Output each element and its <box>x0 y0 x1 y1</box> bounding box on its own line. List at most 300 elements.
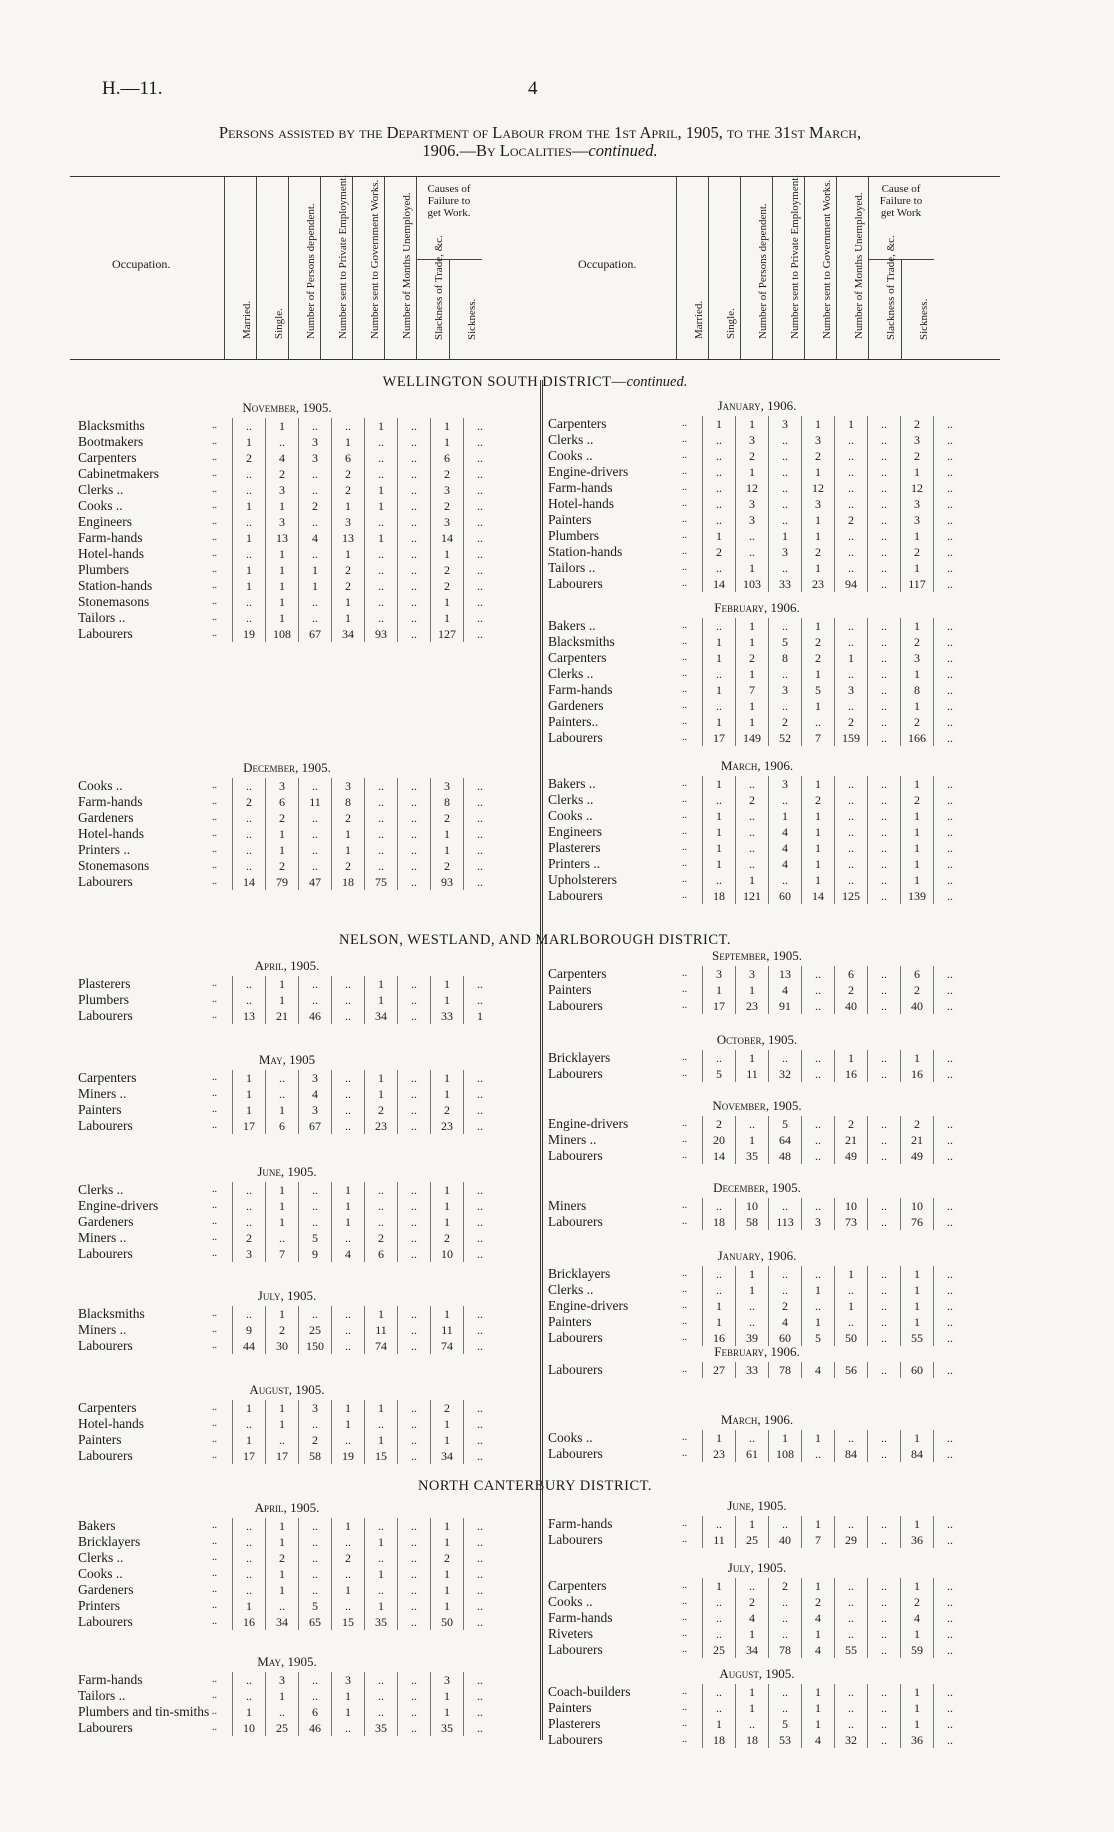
value-cell: .. <box>463 466 496 482</box>
occupation-cell: Labourers <box>548 888 603 903</box>
table-row <box>78 1400 496 1416</box>
leader-dots: .. <box>682 684 687 695</box>
value-cell: 6 <box>265 794 298 810</box>
occupation-cell: Labourers <box>548 1214 603 1229</box>
value-cell: 2 <box>430 498 463 514</box>
value-cell: .. <box>735 808 768 824</box>
leader-dots: .. <box>212 780 217 791</box>
value-cell: 2 <box>331 810 364 826</box>
value-cell: .. <box>933 576 966 592</box>
leader-dots: .. <box>212 994 217 1005</box>
value-cell: .. <box>834 1594 867 1610</box>
value-cell: 1 <box>265 1582 298 1598</box>
value-cell: .. <box>298 1566 331 1582</box>
value-cell: .. <box>933 1446 966 1462</box>
leader-dots: .. <box>212 420 217 431</box>
table-row <box>548 512 966 528</box>
value-cell: .. <box>768 464 801 480</box>
leader-dots: .. <box>682 1068 687 1079</box>
value-cell: .. <box>867 1282 900 1298</box>
occupation-cell: Blacksmiths <box>78 1306 145 1321</box>
value-cell: 10 <box>232 1720 265 1736</box>
occupation-cell: Bakers .. <box>548 618 596 633</box>
value-cell: .. <box>397 594 430 610</box>
value-cell: 3 <box>265 778 298 794</box>
value-cell: 2 <box>232 450 265 466</box>
leader-dots: .. <box>212 1450 217 1461</box>
occupation-cell: Labourers <box>548 1066 603 1081</box>
value-cell: .. <box>834 1700 867 1716</box>
column-occupation: Occupation. <box>112 257 171 271</box>
value-cell: 125 <box>834 888 867 904</box>
value-cell: .. <box>298 1518 331 1534</box>
occupation-cell: Clerks .. <box>548 432 594 447</box>
value-cell: .. <box>298 1182 331 1198</box>
value-cell: .. <box>933 1198 966 1214</box>
value-cell: 2 <box>900 1594 933 1610</box>
occupation-cell: Plumbers and tin-smiths <box>78 1704 210 1719</box>
value-cell: .. <box>232 418 265 434</box>
value-cell: .. <box>867 1578 900 1594</box>
value-cell: 150 <box>298 1338 331 1354</box>
value-cell: 5 <box>768 1716 801 1732</box>
value-cell: 1 <box>265 992 298 1008</box>
table-row <box>548 496 966 512</box>
value-cell: 3 <box>735 512 768 528</box>
value-cell: .. <box>232 976 265 992</box>
value-cell: .. <box>867 1362 900 1378</box>
table-row <box>548 682 966 698</box>
table-row <box>548 808 966 824</box>
value-cell: .. <box>397 450 430 466</box>
value-cell: 14 <box>232 874 265 890</box>
value-cell: .. <box>867 792 900 808</box>
value-cell: .. <box>867 1610 900 1626</box>
value-cell: .. <box>463 1614 496 1630</box>
table-row <box>78 1688 496 1704</box>
value-cell: 1 <box>232 1704 265 1720</box>
table-row <box>78 1198 496 1214</box>
value-cell: 6 <box>331 450 364 466</box>
value-cell: .. <box>867 448 900 464</box>
month-heading: April, 1905. <box>254 1500 320 1515</box>
table-row <box>78 482 496 498</box>
leader-dots: .. <box>682 1134 687 1145</box>
value-cell: .. <box>364 434 397 450</box>
value-cell: 50 <box>430 1614 463 1630</box>
value-cell: .. <box>364 450 397 466</box>
value-cell: 58 <box>735 1214 768 1230</box>
value-cell: .. <box>867 1050 900 1066</box>
value-cell: 1 <box>430 1182 463 1198</box>
leader-dots: .. <box>212 1418 217 1429</box>
value-cell: 2 <box>735 792 768 808</box>
value-cell: 1 <box>702 682 735 698</box>
value-cell: 1 <box>702 824 735 840</box>
value-cell: .. <box>834 792 867 808</box>
value-cell: .. <box>933 1314 966 1330</box>
left-month-block <box>78 1288 496 1354</box>
leader-dots: .. <box>682 890 687 901</box>
value-cell: .. <box>232 594 265 610</box>
occupation-cell: Painters <box>548 1314 592 1329</box>
value-cell: 2 <box>768 714 801 730</box>
table-row <box>548 1516 966 1532</box>
value-cell: 23 <box>735 998 768 1014</box>
value-cell: 166 <box>900 730 933 746</box>
occupation-cell: Labourers <box>78 1614 133 1629</box>
value-cell: .. <box>933 448 966 464</box>
value-cell: 1 <box>265 1102 298 1118</box>
value-cell: 1 <box>364 530 397 546</box>
value-cell: .. <box>735 856 768 872</box>
value-cell: .. <box>364 1416 397 1432</box>
value-cell: 1 <box>265 546 298 562</box>
value-cell: 1 <box>768 1430 801 1446</box>
value-cell: .. <box>867 1066 900 1082</box>
value-cell: .. <box>801 1198 834 1214</box>
value-cell: .. <box>364 466 397 482</box>
value-cell: .. <box>834 776 867 792</box>
value-cell: .. <box>265 1432 298 1448</box>
value-cell: 15 <box>364 1448 397 1464</box>
value-cell: 3 <box>265 482 298 498</box>
value-cell: .. <box>298 1416 331 1432</box>
month-heading: March, 1906. <box>720 1412 794 1427</box>
value-cell: .. <box>933 1610 966 1626</box>
leader-dots: .. <box>682 546 687 557</box>
column-sickness <box>449 259 482 360</box>
leader-dots: .. <box>682 562 687 573</box>
leader-dots: .. <box>682 1596 687 1607</box>
occupation-cell: Cabinetmakers <box>78 466 159 481</box>
value-cell: 1 <box>364 418 397 434</box>
value-cell: .. <box>768 1198 801 1214</box>
table-row <box>78 874 496 890</box>
occupation-cell: Bakers <box>78 1518 116 1533</box>
value-cell: 1 <box>430 434 463 450</box>
leader-dots: .. <box>212 1706 217 1717</box>
leader-dots: .. <box>212 1248 217 1259</box>
value-cell: .. <box>702 496 735 512</box>
document-code: H.—11. <box>102 78 163 99</box>
value-cell: .. <box>867 1330 900 1346</box>
table-row <box>548 1116 966 1132</box>
value-cell: 47 <box>298 874 331 890</box>
occupation-cell: Labourers <box>78 1246 133 1261</box>
table-row <box>548 1132 966 1148</box>
table-row <box>78 794 496 810</box>
value-cell: 1 <box>331 1214 364 1230</box>
table-row <box>548 856 966 872</box>
value-cell: .. <box>933 1148 966 1164</box>
value-cell: 2 <box>801 634 834 650</box>
table-row <box>548 666 966 682</box>
value-cell: .. <box>298 482 331 498</box>
value-cell: 3 <box>298 1400 331 1416</box>
value-cell: 2 <box>801 792 834 808</box>
leader-dots: .. <box>212 1072 217 1083</box>
value-cell: .. <box>364 1518 397 1534</box>
value-cell: 21 <box>900 1132 933 1148</box>
leader-dots: .. <box>212 1402 217 1413</box>
value-cell: .. <box>331 1534 364 1550</box>
value-cell: 15 <box>331 1614 364 1630</box>
value-cell: 14 <box>430 530 463 546</box>
value-cell: 1 <box>834 1050 867 1066</box>
leader-dots: .. <box>682 482 687 493</box>
leader-dots: .. <box>212 1584 217 1595</box>
value-cell: .. <box>702 448 735 464</box>
value-cell: 35 <box>430 1720 463 1736</box>
table-row <box>78 1070 496 1086</box>
value-cell: 4 <box>900 1610 933 1626</box>
value-cell: 17 <box>265 1448 298 1464</box>
value-cell: .. <box>834 1610 867 1626</box>
value-cell: 3 <box>801 1214 834 1230</box>
leader-dots: .. <box>682 1052 687 1063</box>
table-row <box>78 1550 496 1566</box>
value-cell: 108 <box>768 1446 801 1462</box>
value-cell: .. <box>397 794 430 810</box>
value-cell: .. <box>867 982 900 998</box>
leader-dots: .. <box>682 1534 687 1545</box>
leader-dots: .. <box>682 466 687 477</box>
value-cell: .. <box>867 666 900 682</box>
occupation-cell: Labourers <box>78 626 133 641</box>
value-cell: 23 <box>702 1446 735 1462</box>
value-cell: 93 <box>430 874 463 890</box>
occupation-cell: Cooks .. <box>548 808 593 823</box>
value-cell: .. <box>298 418 331 434</box>
table-row <box>78 1614 496 1630</box>
leader-dots: .. <box>212 580 217 591</box>
value-cell: 1 <box>364 482 397 498</box>
value-cell: .. <box>232 466 265 482</box>
leader-dots: .. <box>212 468 217 479</box>
leader-dots: .. <box>212 1600 217 1611</box>
value-cell: .. <box>298 842 331 858</box>
occupation-cell: Labourers <box>548 1446 603 1461</box>
value-cell: .. <box>834 840 867 856</box>
right-month-block <box>548 1248 966 1346</box>
right-month-block <box>548 1032 966 1082</box>
leader-dots: .. <box>682 778 687 789</box>
value-cell: 1 <box>900 528 933 544</box>
column-slackness-label: Slackness of Trade, &c. <box>433 235 445 340</box>
value-cell: .. <box>834 666 867 682</box>
value-cell: 25 <box>702 1642 735 1658</box>
value-cell: .. <box>397 842 430 858</box>
occupation-cell: Blacksmiths <box>78 418 145 433</box>
value-cell: .. <box>232 482 265 498</box>
occupation-cell: Farm-hands <box>548 1610 613 1625</box>
column-single-right-label: Single. <box>725 308 737 339</box>
value-cell: 1 <box>900 618 933 634</box>
value-cell: 2 <box>430 858 463 874</box>
value-cell: 1 <box>331 1182 364 1198</box>
value-cell: 1 <box>232 498 265 514</box>
value-cell: .. <box>463 610 496 626</box>
value-cell: 14 <box>702 1148 735 1164</box>
table-row <box>548 448 966 464</box>
value-cell: 1 <box>702 776 735 792</box>
value-cell: .. <box>867 856 900 872</box>
value-cell: 21 <box>265 1008 298 1024</box>
table-row <box>78 1598 496 1614</box>
value-cell: .. <box>397 1086 430 1102</box>
value-cell: 108 <box>265 626 298 642</box>
value-cell: .. <box>867 618 900 634</box>
month-heading: January, 1906. <box>717 398 797 413</box>
value-cell: 1 <box>900 464 933 480</box>
column-causes <box>416 177 481 359</box>
value-cell: 1 <box>430 1306 463 1322</box>
value-cell: 39 <box>735 1330 768 1346</box>
occupation-cell: Plasterers <box>548 1716 601 1731</box>
value-cell: 10 <box>900 1198 933 1214</box>
occupation-cell: Plasterers <box>78 976 131 991</box>
value-cell: 1 <box>430 1566 463 1582</box>
value-cell: .. <box>298 1582 331 1598</box>
value-cell: 33 <box>735 1362 768 1378</box>
value-cell: .. <box>397 1688 430 1704</box>
value-cell: .. <box>702 1516 735 1532</box>
table-row <box>548 792 966 808</box>
occupation-cell: Cooks .. <box>78 498 123 513</box>
value-cell: 1 <box>331 1582 364 1598</box>
column-months <box>384 177 417 359</box>
value-cell: .. <box>933 634 966 650</box>
table-row <box>78 1246 496 1262</box>
occupation-cell: Bakers .. <box>548 776 596 791</box>
value-cell: .. <box>933 824 966 840</box>
value-cell: .. <box>232 1518 265 1534</box>
value-cell: 55 <box>834 1642 867 1658</box>
leader-dots: .. <box>212 532 217 543</box>
value-cell: 4 <box>768 1314 801 1330</box>
value-cell: 1 <box>900 1716 933 1732</box>
value-cell: .. <box>463 1432 496 1448</box>
table-row <box>548 966 966 982</box>
leader-dots: .. <box>212 1568 217 1579</box>
table-row <box>548 544 966 560</box>
value-cell: 58 <box>298 1448 331 1464</box>
column-govt-right-label: Number sent to Government Works. <box>821 179 833 339</box>
value-cell: .. <box>735 1298 768 1314</box>
value-cell: .. <box>801 1446 834 1462</box>
value-cell: .. <box>867 1532 900 1548</box>
value-cell: 53 <box>768 1732 801 1748</box>
value-cell: 23 <box>364 1118 397 1134</box>
value-cell: 3 <box>900 496 933 512</box>
value-cell: .. <box>364 610 397 626</box>
value-cell: .. <box>364 1182 397 1198</box>
value-cell: .. <box>702 560 735 576</box>
value-cell: 14 <box>801 888 834 904</box>
title-line-2 <box>90 142 990 160</box>
month-heading: May, 1905. <box>257 1654 317 1669</box>
leader-dots: .. <box>682 450 687 461</box>
value-cell: 12 <box>900 480 933 496</box>
value-cell: 1 <box>735 634 768 650</box>
value-cell: 1 <box>900 1430 933 1446</box>
column-causes-right-label: Cause of Failure to get Work <box>879 183 923 219</box>
value-cell: 2 <box>430 1230 463 1246</box>
value-cell: .. <box>933 1050 966 1066</box>
value-cell: 1 <box>232 434 265 450</box>
value-cell: 2 <box>265 1550 298 1566</box>
table-row <box>78 858 496 874</box>
occupation-cell: Carpenters <box>548 416 607 431</box>
value-cell: 1 <box>232 1070 265 1086</box>
value-cell: 139 <box>900 888 933 904</box>
column-private-label: Number sent to Private Employment. <box>337 174 349 339</box>
value-cell: .. <box>933 1330 966 1346</box>
value-cell: 2 <box>364 1230 397 1246</box>
table-row <box>78 1118 496 1134</box>
value-cell: 1 <box>801 1626 834 1642</box>
value-cell: .. <box>397 482 430 498</box>
value-cell: .. <box>933 1362 966 1378</box>
value-cell: .. <box>265 1230 298 1246</box>
value-cell: 1 <box>801 776 834 792</box>
value-cell: 93 <box>364 626 397 642</box>
district-name-wellington: WELLINGTON SOUTH DISTRICT— <box>382 374 627 390</box>
value-cell: 1 <box>430 1432 463 1448</box>
value-cell: .. <box>232 1534 265 1550</box>
value-cell: 1 <box>430 1534 463 1550</box>
value-cell: .. <box>463 874 496 890</box>
leader-dots: .. <box>682 1300 687 1311</box>
value-cell: 3 <box>735 966 768 982</box>
leader-dots: .. <box>212 1200 217 1211</box>
district-heading-canterbury: NORTH CANTERBURY DISTRICT. <box>417 1478 653 1494</box>
value-cell: 1 <box>232 530 265 546</box>
value-cell: .. <box>463 514 496 530</box>
value-cell: 46 <box>298 1008 331 1024</box>
value-cell: 76 <box>900 1214 933 1230</box>
value-cell: 18 <box>702 888 735 904</box>
value-cell: 1 <box>265 1400 298 1416</box>
table-row <box>78 1534 496 1550</box>
value-cell: 13 <box>232 1008 265 1024</box>
value-cell: .. <box>834 808 867 824</box>
value-cell: 2 <box>834 714 867 730</box>
value-cell: .. <box>331 1102 364 1118</box>
left-month-block <box>78 1164 496 1262</box>
value-cell: 6 <box>298 1704 331 1720</box>
value-cell: 5 <box>768 1116 801 1132</box>
value-cell: 1 <box>430 1086 463 1102</box>
value-cell: .. <box>397 626 430 642</box>
value-cell: .. <box>397 578 430 594</box>
month-heading: August, 1905. <box>249 1382 325 1397</box>
value-cell: .. <box>933 982 966 998</box>
value-cell: .. <box>463 1582 496 1598</box>
value-cell: 1 <box>265 1534 298 1550</box>
value-cell: 9 <box>232 1322 265 1338</box>
value-cell: .. <box>867 480 900 496</box>
value-cell: 12 <box>801 480 834 496</box>
leader-dots: .. <box>682 1216 687 1227</box>
value-cell: 65 <box>298 1614 331 1630</box>
value-cell: 127 <box>430 626 463 642</box>
value-cell: .. <box>933 432 966 448</box>
value-cell: 2 <box>331 578 364 594</box>
value-cell: 3 <box>900 432 933 448</box>
leader-dots: .. <box>212 1216 217 1227</box>
